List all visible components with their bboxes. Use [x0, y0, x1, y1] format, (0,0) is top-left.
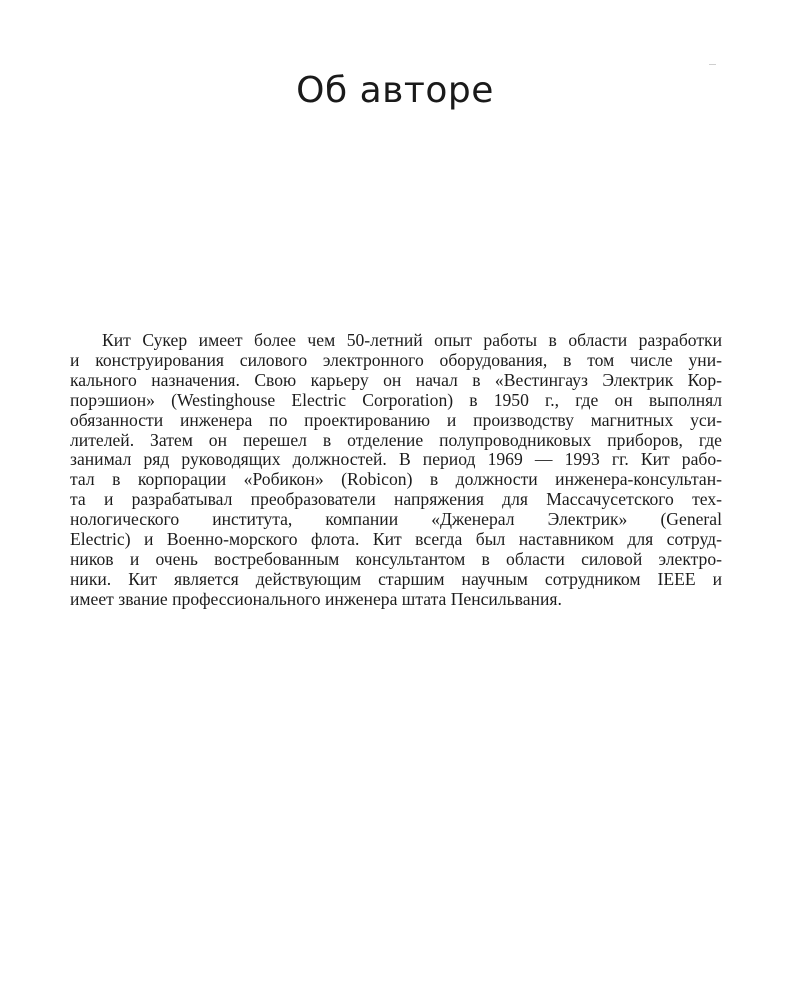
paragraph-line: лителей. Затем он перешел в отделение полупроводниковых приборов, где: [70, 429, 722, 450]
paragraph-line: обязанности инженера по проектированию и производству магнитных уси-: [70, 409, 722, 430]
paragraph-line: порэшион» (Westinghouse Electric Corporation) в 1950 г., где он выполнял: [70, 389, 722, 410]
paragraph-line: нологического института, компании «Дженерал Электрик» (General: [70, 509, 722, 530]
paragraph-line: Electric) и Военно-морского флота. Кит всегда был наставником для сотруд-: [70, 529, 722, 550]
paragraph-line: кального назначения. Свою карьеру он начал в «Вестингауз Электрик Кор-: [70, 369, 722, 390]
paragraph-line: Кит Сукер имеет более чем 50-летний опыт работы в области разработки: [102, 330, 722, 350]
author-bio-paragraph: [70, 331, 722, 610]
paragraph-line: и конструирования силового электронного оборудования, в том числе уни-: [70, 349, 722, 370]
paragraph-line: тал в корпорации «Робикон» (Robicon) в должности инженера-консультан-: [70, 469, 722, 490]
paragraph-line: та и разрабатывал преобразователи напряжения для Массачусетского тех-: [70, 489, 722, 510]
paragraph-line: ников и очень востребованным консультантом в области силовой электро-: [70, 548, 722, 569]
paragraph-line: имеет звание профессионального инженера штата Пенсильвания.: [70, 588, 562, 609]
scan-mark: [709, 64, 716, 65]
paragraph-line: ники. Кит является действующим старшим научным сотрудником IEEE и: [70, 568, 722, 589]
page-title: Об авторе: [296, 70, 494, 111]
paragraph-line: занимал ряд руководящих должностей. В период 1969 — 1993 гг. Кит рабо-: [70, 449, 722, 470]
